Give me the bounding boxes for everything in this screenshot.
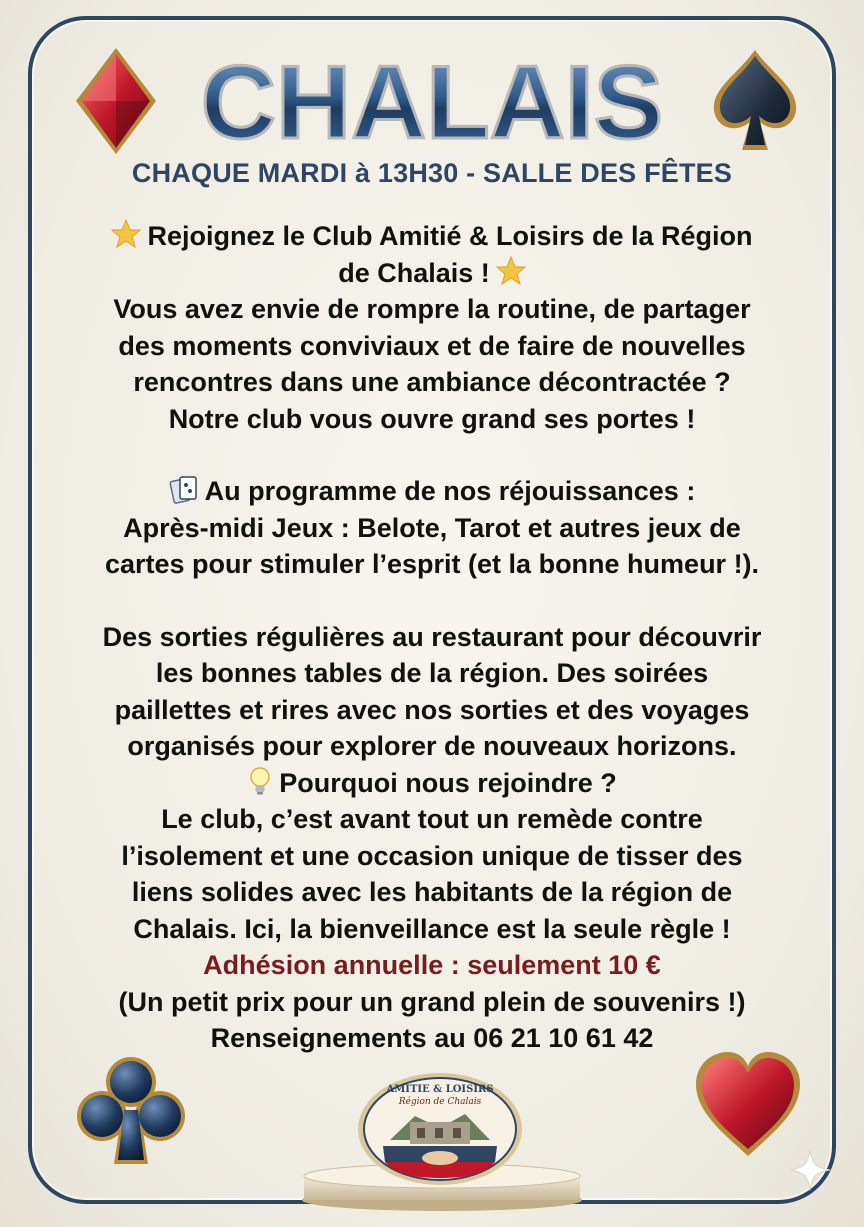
outings-line: Des sorties régulières au restaurant pour découvrir	[102, 621, 762, 652]
poster-body	[40, 218, 824, 1057]
club-logo	[355, 1070, 525, 1188]
intro-para-line: Vous avez envie de rompre la routine, de partager	[113, 294, 751, 324]
star-icon	[496, 256, 526, 286]
outings-line: paillettes et rires avec nos sorties et des voyages	[114, 694, 750, 725]
subtitle: CHAQUE MARDI à 13H30 - SALLE DES FÊTES	[131, 158, 733, 188]
club-suit-icon	[72, 1052, 190, 1170]
why-line: l’isolement et une occasion unique de tisser des	[121, 840, 743, 871]
star-icon	[111, 219, 141, 249]
spacer	[40, 583, 824, 619]
playing-cards-icon	[169, 474, 199, 504]
why-line: Le club, c’est avant tout un remède contre	[161, 804, 703, 834]
membership-price: Adhésion annuelle : seulement 10 €	[203, 950, 661, 980]
title-text	[160, 40, 705, 156]
intro-para-line: des moments conviviaux et de faire de nouvelles	[118, 330, 746, 361]
intro-para-line: Notre club vous ouvre grand ses portes !	[168, 403, 696, 434]
diamond-suit-icon	[74, 46, 158, 156]
why-heading: Pourquoi nous rejoindre ?	[40, 765, 824, 802]
program-heading: Au programme de nos réjouissances :	[40, 473, 824, 510]
heart-suit-icon	[692, 1048, 804, 1160]
program-line: Après-midi Jeux : Belote, Tarot et autres jeux de	[123, 512, 741, 543]
outings-line: organisés pour explorer de nouveaux horizons.	[127, 731, 737, 761]
spade-suit-icon	[708, 46, 802, 156]
intro-para-line: rencontres dans une ambiance décontractée ?	[133, 367, 731, 397]
sparkle-icon	[788, 1148, 832, 1192]
spacer	[40, 437, 824, 473]
svg-text:CHALAIS: CHALAIS	[200, 45, 664, 156]
svg-text:Région de Chalais: Région de Chalais	[398, 1097, 482, 1107]
light-bulb-icon	[247, 766, 273, 796]
why-line: Chalais. Ici, la bienveillance est la seule règle !	[133, 913, 731, 944]
outings-line: les bonnes tables de la région. Des soirées	[155, 658, 709, 688]
intro-line-1: Rejoignez le Club Amitié & Loisirs de la Région	[40, 218, 824, 255]
why-line: liens solides avec les habitants de la région de	[131, 877, 733, 907]
program-line: cartes pour stimuler l’esprit (et la bonne humeur !).	[104, 549, 760, 579]
intro-line-2: de Chalais !	[40, 255, 824, 292]
svg-text:AMITIE & LOISIRS: AMITIE & LOISIRS	[386, 1084, 494, 1095]
membership-note: (Un petit prix pour un grand plein de souvenirs !)	[118, 986, 746, 1017]
contact-phone: Renseignements au 06 21 10 61 42	[210, 1023, 654, 1053]
